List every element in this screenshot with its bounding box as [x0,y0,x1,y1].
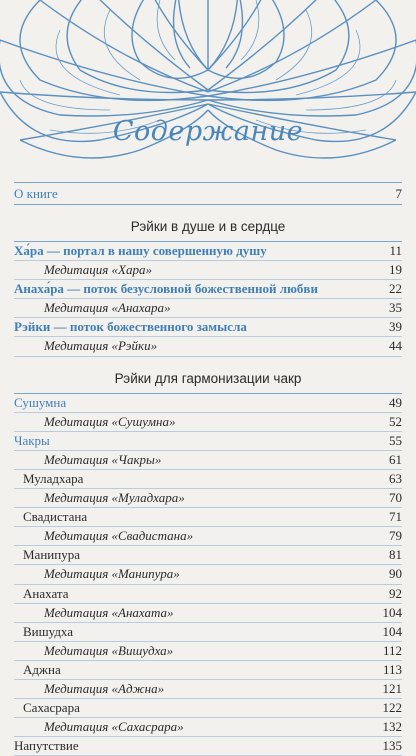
toc-entry-label: Вишудха [23,623,74,639]
toc-entry-meditation[interactable] [14,642,402,661]
toc-entry-page: 39 [389,319,402,335]
toc-entry-label: Сахасрара [23,700,80,716]
mandala-illustration [0,0,416,190]
toc-entry-label: Медитация «Рэйки» [44,338,158,354]
table-of-contents [14,182,402,756]
toc-entry-label: Медитация «Чакры» [44,451,162,467]
toc-entry-meditation[interactable] [14,680,402,699]
toc-entry-page: 35 [389,300,402,316]
toc-entry-label: Медитация «Хара» [44,262,152,278]
toc-entry-page: 79 [389,528,402,544]
toc-entry-label: Манипура [23,547,80,563]
toc-entry-page: 52 [389,413,402,429]
toc-entry-label: Анаха́ра — поток безусловной божественной любви [14,281,318,297]
toc-entry[interactable] [14,546,402,565]
toc-entry[interactable] [14,585,402,604]
section-title-chakras: Рэйки для гармонизации чакр [14,357,402,394]
toc-entry[interactable] [14,242,402,261]
toc-entry-meditation[interactable] [14,604,402,623]
toc-entry[interactable] [14,394,402,413]
toc-entry-label: Медитация «Анахата» [44,604,174,620]
toc-entry[interactable] [14,470,402,489]
toc-entry-page: 44 [389,338,402,354]
toc-entry-label: Медитация «Манипура» [44,566,180,582]
toc-entry[interactable] [14,318,402,337]
toc-entry-meditation[interactable] [14,565,402,584]
toc-entry-meditation[interactable] [14,337,402,356]
toc-entry[interactable] [14,737,402,756]
toc-entry-label: Медитация «Сахасрара» [44,719,184,735]
toc-entry-page: 104 [382,604,402,620]
toc-entry-page: 121 [382,680,402,696]
toc-entry-page: 113 [382,661,402,677]
toc-entry-page: 132 [382,719,402,735]
toc-entry-page: 49 [389,394,402,410]
section-list-chakras [14,394,402,756]
toc-entry-meditation[interactable] [14,413,402,432]
page-title: Содержание [112,116,304,147]
section-title-reiki-soul: Рэйки в душе и в сердце [14,205,402,242]
toc-entry[interactable] [14,661,402,680]
toc-entry[interactable] [14,280,402,299]
toc-entry-meditation[interactable] [14,489,402,508]
toc-entry-label: Медитация «Аджна» [44,680,165,696]
toc-entry-label: О книге [14,186,58,201]
toc-entry-label: Сушумна [14,394,67,410]
toc-entry-label: Медитация «Вишудха» [44,642,174,658]
toc-entry-label: Анахата [23,585,69,601]
toc-entry-meditation[interactable] [14,451,402,470]
toc-entry-page: 63 [389,470,402,486]
toc-entry-label: Медитация «Сушумна» [44,413,176,429]
toc-entry-page: 11 [389,243,402,258]
toc-entry-intro[interactable] [14,183,402,205]
toc-entry[interactable] [14,623,402,642]
toc-entry-label: Рэйки — поток божественного замысла [14,319,247,335]
toc-entry-page: 55 [389,432,402,448]
toc-entry-page: 22 [389,281,402,297]
toc-entry-label: Аджна [23,661,61,677]
toc-entry-page: 81 [389,547,402,563]
toc-entry-label: Ха́ра — портал в нашу совершенную душу [14,243,267,258]
toc-entry-page: 92 [389,585,402,601]
toc-entry-label: Муладхара [23,470,84,486]
toc-entry-page: 7 [395,186,402,201]
toc-entry-label: Свадистана [23,509,88,525]
toc-entry-meditation[interactable] [14,299,402,318]
toc-entry-page: 61 [389,451,402,467]
toc-entry-label: Медитация «Муладхара» [44,490,185,506]
toc-entry-label: Медитация «Свадистана» [44,528,194,544]
toc-entry-page: 112 [382,642,402,658]
toc-entry[interactable] [14,508,402,527]
toc-entry-page: 71 [389,509,402,525]
toc-entry-label: Чакры [14,432,50,448]
toc-entry-page: 70 [389,490,402,506]
toc-entry-label: Медитация «Анахара» [44,300,171,316]
toc-entry-page: 104 [382,623,402,639]
section-list-reiki-soul [14,242,402,357]
toc-entry-meditation[interactable] [14,718,402,737]
toc-entry[interactable] [14,432,402,451]
toc-entry-meditation[interactable] [14,527,402,546]
toc-entry-page: 90 [389,566,402,582]
toc-entry[interactable] [14,699,402,718]
toc-entry-page: 122 [382,700,402,716]
toc-entry-page: 135 [382,738,402,754]
toc-entry-page: 19 [389,262,402,278]
toc-entry-meditation[interactable] [14,261,402,280]
toc-entry-label: Напутствие [14,738,79,754]
